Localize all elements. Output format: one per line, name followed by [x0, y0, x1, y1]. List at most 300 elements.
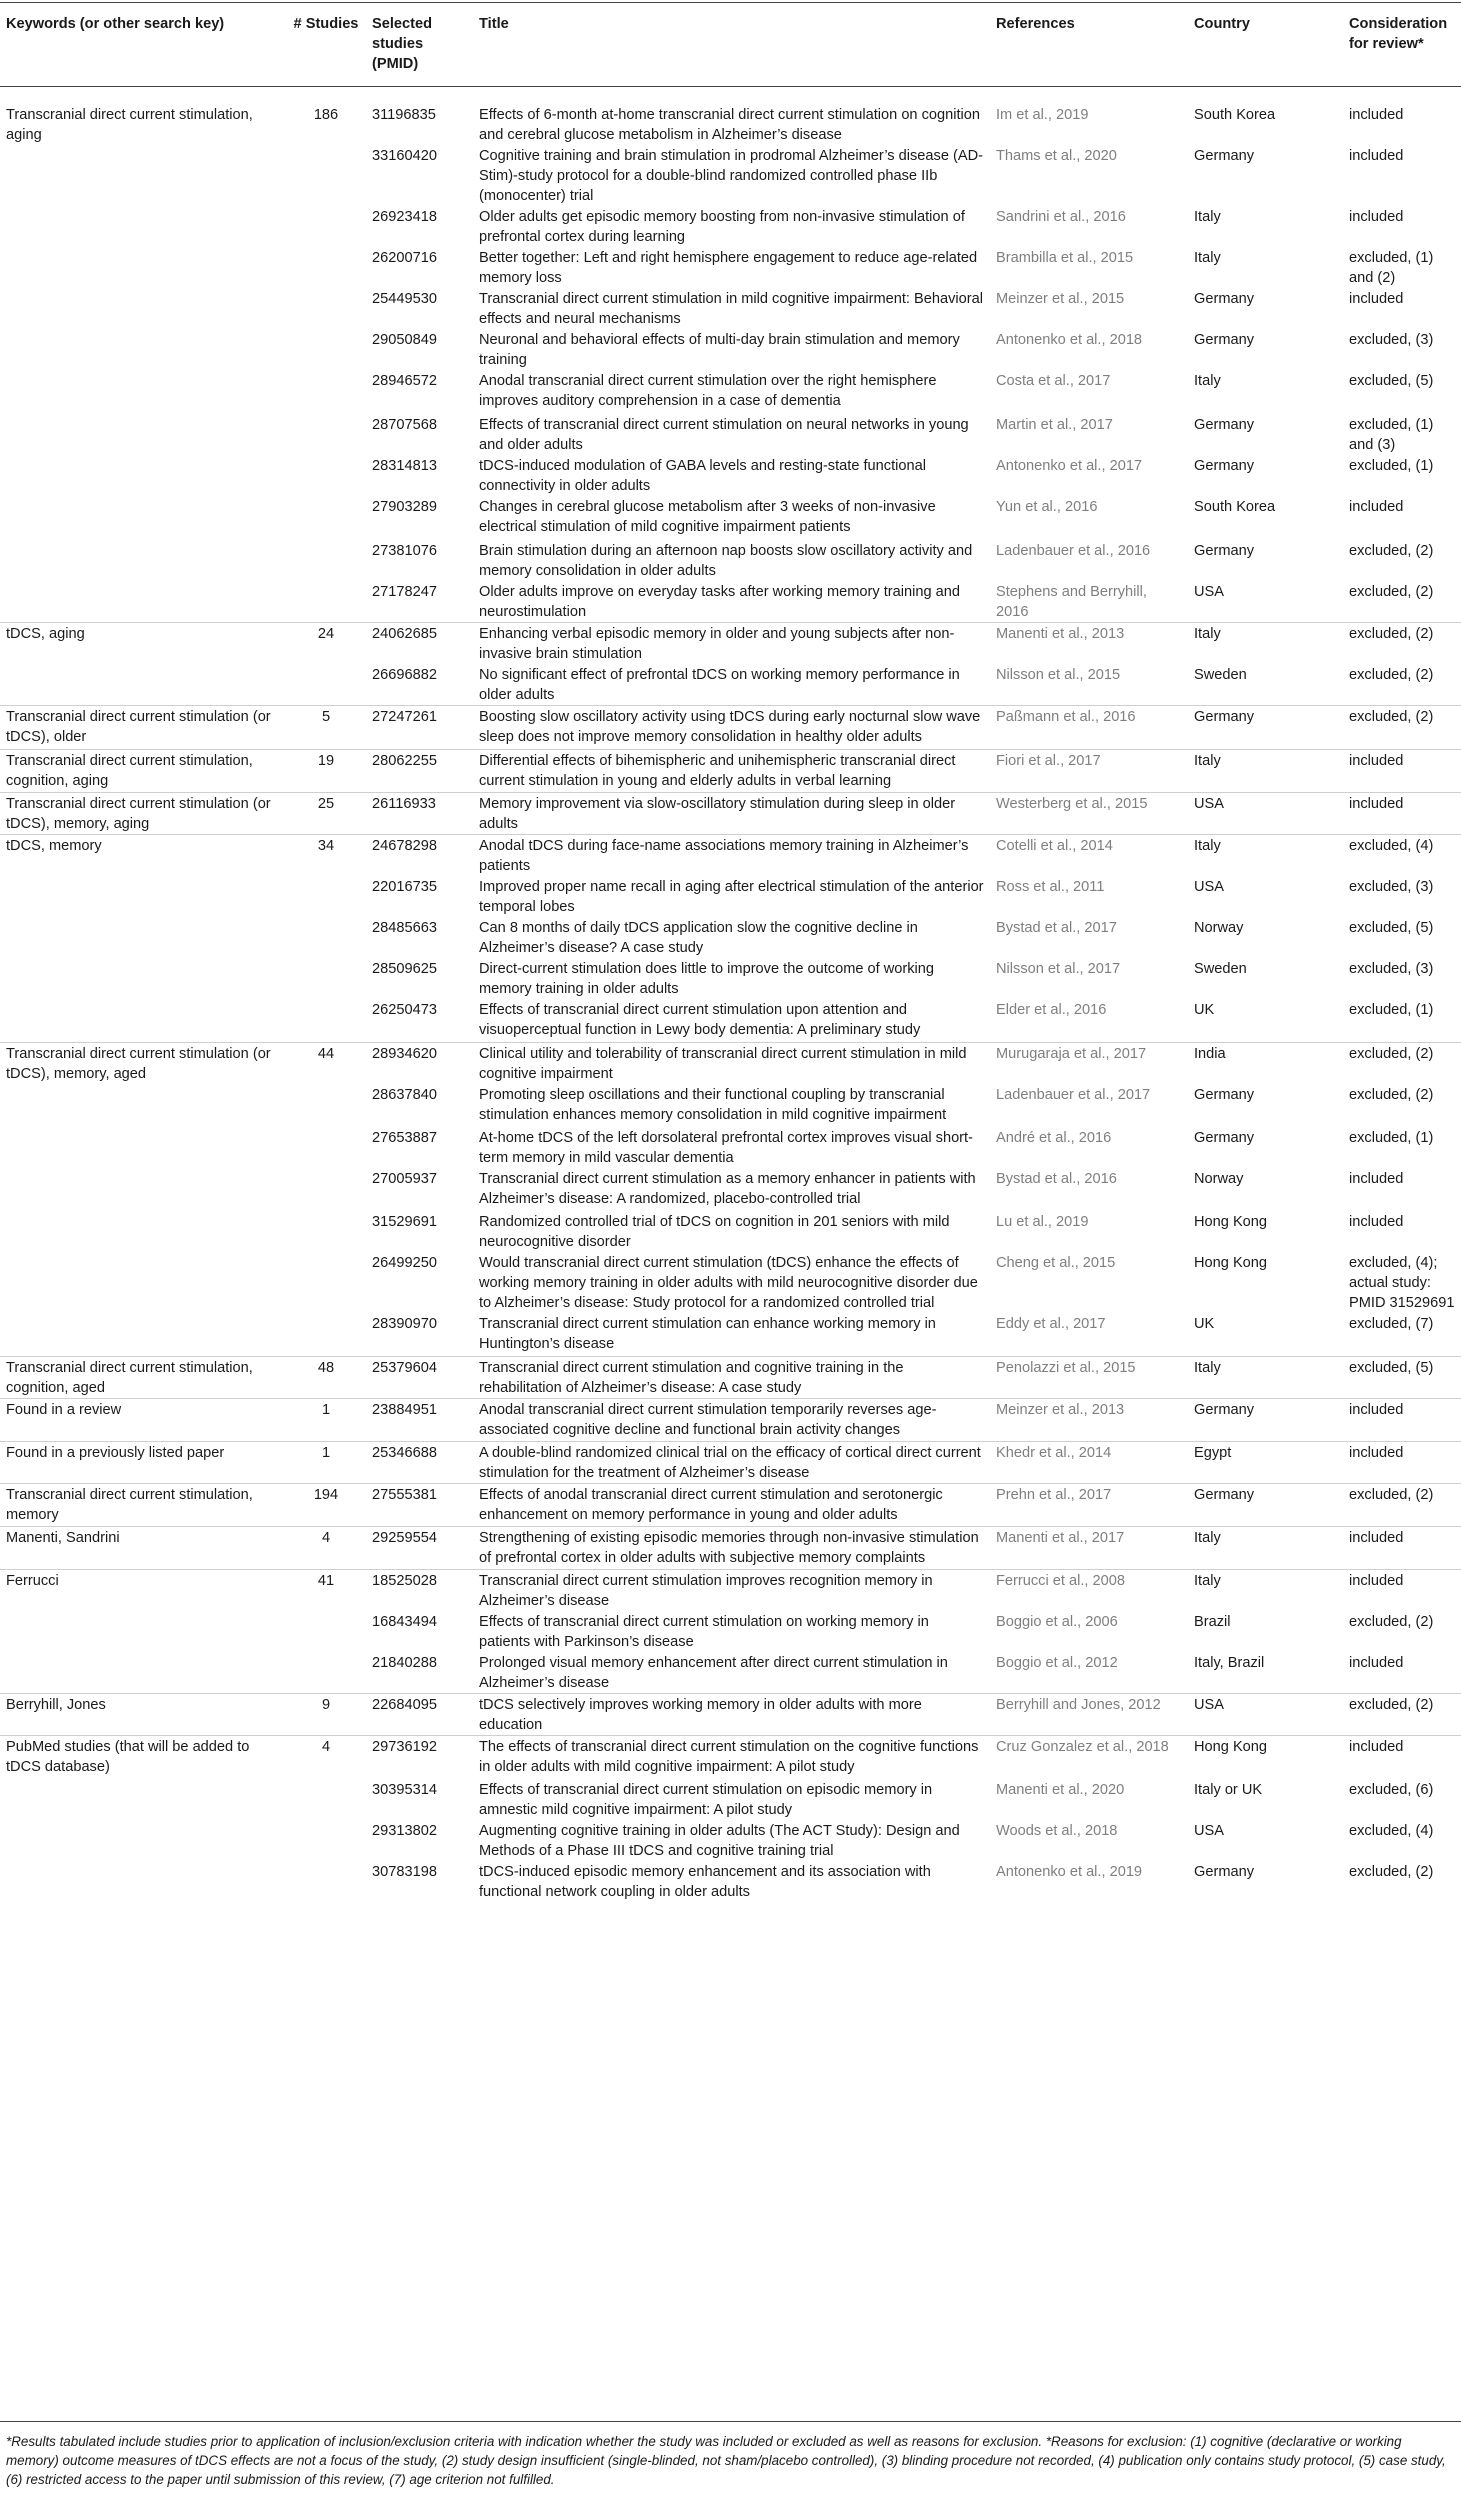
country-cell: Germany — [1188, 1484, 1343, 1527]
reference-cell: Costa et al., 2017 — [996, 373, 1111, 389]
num-studies-cell — [286, 1861, 366, 1902]
pmid-cell: 27653887 — [372, 1129, 437, 1146]
keyword-cell — [0, 1252, 286, 1313]
keyword-cell: Found in a review — [0, 1399, 286, 1442]
reference-cell: Khedr et al., 2014 — [990, 1442, 1188, 1484]
consideration-cell: excluded, (4); actual study: PMID 31529691 — [1349, 1254, 1455, 1311]
pmid-cell: 31196835 — [372, 107, 436, 123]
table-row — [0, 1570, 1461, 1612]
title-cell: Direct-current stimulation does little to improve the outcome of working memory training in older adults — [479, 961, 935, 997]
keyword-cell: tDCS, aging — [0, 623, 286, 665]
consideration-cell: excluded, (1) — [1349, 458, 1434, 474]
keyword-cell — [0, 1861, 286, 1902]
keyword-cell — [0, 581, 286, 623]
table-row — [0, 247, 1461, 288]
title-cell: Effects of transcranial direct current stimulation on episodic memory in amnestic mild cognitive impairment: A pilot study — [479, 1781, 933, 1818]
table-row — [0, 329, 1461, 370]
consideration-cell: included — [1349, 1213, 1404, 1230]
title-cell: Strengthening of existing episodic memories through non-invasive stimulation of prefrontal cortex in older adults with subjective memory complaints — [473, 1527, 990, 1570]
country-cell: Germany — [1188, 1399, 1343, 1442]
num-studies-cell: 19 — [286, 750, 366, 793]
reference-cell: Ladenbauer et al., 2017 — [996, 1086, 1151, 1103]
country-cell: Italy — [1188, 1527, 1343, 1570]
title-cell: Effects of anodal transcranial direct current stimulation and serotonergic enhancement on memory performance in young and older adults — [473, 1484, 990, 1527]
pmid-cell: 27247261 — [366, 706, 473, 750]
num-studies-cell — [286, 206, 366, 247]
num-studies-cell — [286, 414, 366, 455]
reference-cell: Nilsson et al., 2015 — [996, 667, 1121, 683]
title-cell: Improved proper name recall in aging after electrical stimulation of the anterior temporal lobes — [479, 879, 984, 915]
consideration-cell: excluded, (3) — [1349, 332, 1434, 348]
consideration-cell: excluded, (3) — [1349, 879, 1434, 895]
pmid-cell: 29313802 — [372, 1822, 437, 1839]
header-keywords: Keywords (or other search key) — [0, 3, 286, 87]
country-cell: Italy — [1194, 373, 1221, 389]
num-studies-cell — [286, 876, 366, 917]
country-cell: USA — [1194, 879, 1225, 895]
country-cell: Hong Kong — [1188, 1736, 1343, 1779]
keyword-cell — [0, 1779, 286, 1820]
reference-cell: Antonenko et al., 2017 — [996, 458, 1143, 474]
title-cell: Anodal tDCS during face-name associations memory training in Alzheimer’s patients — [473, 835, 990, 877]
reference-cell: Boggio et al., 2006 — [996, 1614, 1118, 1630]
table-row — [0, 1399, 1461, 1442]
num-studies-cell — [286, 496, 366, 540]
pmid-cell: 27381076 — [372, 543, 437, 559]
reference-cell: Nilsson et al., 2017 — [996, 961, 1121, 977]
title-cell: Prolonged visual memory enhancement after direct current stimulation in Alzheimer’s disease — [479, 1655, 948, 1691]
pmid-cell: 18525028 — [366, 1570, 473, 1612]
reference-cell: Woods et al., 2018 — [996, 1822, 1118, 1839]
keyword-cell — [0, 876, 286, 917]
table-footnote: *Results tabulated include studies prior to application of inclusion/exclusion criteria with indication whether the study was included or excluded as well as reasons for exclusion. *Reasons for exclusion: (1) cognitive (declarative or working memory) outcome measures of tDCS effects are not a focus of the study, (2) study design insufficient (single-blinded, not sham/placebo controlled), (3) blinding procedure not recorded, (4) publication only contains study protocol, (5) case study, (6) restricted access to the paper until submission of this review, (7) age criterion not fulfilled. — [0, 2421, 1461, 2489]
country-cell: Italy — [1188, 750, 1343, 793]
consideration-cell: included — [1343, 1442, 1461, 1484]
title-cell: Differential effects of bihemispheric and unihemispheric transcranial direct current stimulation in young and elderly adults in verbal learning — [473, 750, 990, 793]
keyword-cell — [0, 1084, 286, 1127]
consideration-cell: excluded, (2) — [1343, 1042, 1461, 1084]
table-row — [0, 1252, 1461, 1313]
num-studies-cell: 4 — [286, 1527, 366, 1570]
header-references: References — [990, 3, 1188, 87]
num-studies-cell — [286, 917, 366, 958]
pmid-cell: 26250473 — [372, 1002, 437, 1018]
country-cell: Italy — [1188, 623, 1343, 665]
reference-cell: Yun et al., 2016 — [996, 499, 1098, 515]
reference-cell: Elder et al., 2016 — [996, 1002, 1107, 1018]
consideration-cell: included — [1343, 793, 1461, 835]
title-cell: Better together: Left and right hemisphere engagement to reduce age-related memory loss — [479, 250, 978, 286]
reference-cell: Lu et al., 2019 — [996, 1213, 1089, 1230]
pmid-cell: 25346688 — [366, 1442, 473, 1484]
table-row — [0, 1042, 1461, 1084]
table-header-row — [0, 3, 1461, 87]
title-cell: tDCS-induced modulation of GABA levels and resting-state functional connectivity in older adults — [479, 458, 926, 494]
reference-cell: Stephens and Berryhill, 2016 — [996, 584, 1147, 620]
consideration-cell: included — [1349, 209, 1404, 225]
keyword-cell — [0, 540, 286, 581]
consideration-cell: excluded, (5) — [1343, 1357, 1461, 1399]
reference-cell: Brambilla et al., 2015 — [996, 250, 1134, 266]
keyword-cell — [0, 664, 286, 706]
keyword-cell: Transcranial direct current stimulation (or tDCS), memory, aged — [0, 1042, 286, 1084]
header-title: Title — [473, 3, 990, 87]
pmid-cell: 27005937 — [372, 1170, 437, 1187]
table-row — [0, 999, 1461, 1042]
country-cell: Germany — [1194, 543, 1255, 559]
keyword-cell: Manenti, Sandrini — [0, 1527, 286, 1570]
keyword-cell — [0, 329, 286, 370]
reference-cell: Sandrini et al., 2016 — [996, 209, 1126, 225]
consideration-cell: excluded, (1) and (2) — [1349, 250, 1434, 286]
reference-cell: Berryhill and Jones, 2012 — [990, 1694, 1188, 1736]
pmid-cell: 28934620 — [366, 1042, 473, 1084]
keyword-cell — [0, 247, 286, 288]
title-cell: The effects of transcranial direct current stimulation on the cognitive functions in older adults with mild cognitive impairment: A pilot study — [473, 1736, 990, 1779]
consideration-cell: included — [1343, 1399, 1461, 1442]
num-studies-cell: 24 — [286, 623, 366, 665]
country-cell: Norway — [1194, 1170, 1244, 1187]
pmid-cell: 28946572 — [372, 373, 437, 389]
keyword-cell — [0, 370, 286, 414]
keyword-cell — [0, 206, 286, 247]
keyword-cell: Transcranial direct current stimulation, aging — [6, 107, 253, 143]
title-cell: Cognitive training and brain stimulation in prodromal Alzheimer’s disease (AD-Stim)-study protocol for a double-blind randomized controlled phase IIb (monocenter) trial — [479, 148, 983, 204]
table-row — [0, 1484, 1461, 1527]
pmid-cell: 29736192 — [366, 1736, 473, 1779]
keyword-cell: Transcranial direct current stimulation, memory — [0, 1484, 286, 1527]
table-row — [0, 706, 1461, 750]
title-cell: A double-blind randomized clinical trial on the efficacy of cortical direct current stimulation for the treatment of Alzheimer’s disease — [473, 1442, 990, 1484]
num-studies-cell: 25 — [286, 793, 366, 835]
table-row — [0, 958, 1461, 999]
table-row — [0, 1084, 1461, 1127]
consideration-cell: excluded, (2) — [1343, 1694, 1461, 1736]
country-cell: India — [1188, 1042, 1343, 1084]
keyword-cell — [0, 496, 286, 540]
num-studies-cell — [286, 1127, 366, 1168]
table-row — [0, 664, 1461, 706]
keyword-cell — [0, 1211, 286, 1252]
reference-cell: Manenti et al., 2013 — [990, 623, 1188, 665]
consideration-cell: excluded, (5) — [1349, 920, 1434, 936]
title-cell: Effects of 6-month at-home transcranial direct current stimulation on cognition and cerebral glucose metabolism in Alzheimer’s disease — [479, 107, 981, 143]
consideration-cell: included — [1343, 1736, 1461, 1779]
country-cell: Germany — [1194, 148, 1255, 164]
country-cell: Germany — [1194, 417, 1255, 433]
num-studies-cell — [286, 1652, 366, 1694]
header-country: Country — [1188, 3, 1343, 87]
pmid-cell: 29050849 — [372, 332, 437, 348]
consideration-cell: excluded, (2) — [1349, 584, 1434, 600]
country-cell: Italy — [1188, 1570, 1343, 1612]
reference-cell: Im et al., 2019 — [996, 107, 1089, 123]
header-num-studies: # Studies — [286, 3, 366, 87]
pmid-cell: 24678298 — [366, 835, 473, 877]
num-studies-cell: 44 — [286, 1042, 366, 1084]
pmid-cell: 26923418 — [372, 209, 437, 225]
reference-cell: Boggio et al., 2012 — [996, 1655, 1118, 1671]
consideration-cell: included — [1349, 291, 1404, 307]
keyword-cell — [0, 145, 286, 206]
table-row — [0, 370, 1461, 414]
studies-table — [0, 2, 1461, 1902]
consideration-cell: included — [1343, 750, 1461, 793]
num-studies-cell — [286, 329, 366, 370]
reference-cell: Manenti et al., 2017 — [990, 1527, 1188, 1570]
pmid-cell: 28314813 — [372, 458, 437, 474]
title-cell: Changes in cerebral glucose metabolism after 3 weeks of non-invasive electrical stimulation of mild cognitive impairment patients — [479, 499, 936, 535]
header-pmid: Selected studies (PMID) — [366, 3, 473, 87]
pmid-cell: 28637840 — [372, 1086, 437, 1103]
title-cell: Neuronal and behavioral effects of multi-day brain stimulation and memory training — [479, 332, 960, 368]
consideration-cell: included — [1343, 1570, 1461, 1612]
keyword-cell — [0, 1127, 286, 1168]
table-row — [0, 793, 1461, 835]
consideration-cell: excluded, (2) — [1349, 1863, 1434, 1880]
consideration-cell: included — [1349, 499, 1404, 515]
reference-cell: Penolazzi et al., 2015 — [990, 1357, 1188, 1399]
country-cell: Germany — [1194, 291, 1255, 307]
country-cell: Germany — [1194, 1863, 1255, 1880]
title-cell: Promoting sleep oscillations and their functional coupling by transcranial stimulation enhances memory consolidation in mild cognitive impairment — [479, 1086, 947, 1123]
pmid-cell: 21840288 — [372, 1655, 437, 1671]
header-consideration: Consideration for review* — [1343, 3, 1461, 87]
pmid-cell: 30783198 — [372, 1863, 437, 1880]
title-cell: Older adults get episodic memory boosting from non-invasive stimulation of prefrontal cortex during learning — [479, 209, 965, 245]
consideration-cell: included — [1349, 1170, 1404, 1187]
reference-cell: André et al., 2016 — [996, 1129, 1112, 1146]
num-studies-cell — [286, 455, 366, 496]
consideration-cell: excluded, (1) and (3) — [1349, 417, 1434, 453]
country-cell: UK — [1194, 1002, 1215, 1018]
keyword-cell: Transcranial direct current stimulation, cognition, aging — [0, 750, 286, 793]
num-studies-cell — [286, 540, 366, 581]
pmid-cell: 26116933 — [366, 793, 473, 835]
country-cell: Germany — [1188, 706, 1343, 750]
country-cell: Italy, Brazil — [1194, 1655, 1265, 1671]
num-studies-cell — [286, 1252, 366, 1313]
consideration-cell: excluded, (6) — [1349, 1781, 1434, 1798]
pmid-cell: 28485663 — [372, 920, 437, 936]
num-studies-cell — [286, 1168, 366, 1211]
title-cell: Boosting slow oscillatory activity using tDCS during early nocturnal slow wave sleep does not improve memory consolidation in healthy older adults — [473, 706, 990, 750]
title-cell: Transcranial direct current stimulation improves recognition memory in Alzheimer’s disease — [473, 1570, 990, 1612]
table-row — [0, 1694, 1461, 1736]
country-cell: Brazil — [1194, 1614, 1231, 1630]
reference-cell: Manenti et al., 2020 — [996, 1781, 1125, 1798]
title-cell: Randomized controlled trial of tDCS on cognition in 201 seniors with mild neurocognitive disorder — [479, 1213, 950, 1250]
country-cell: Hong Kong — [1194, 1213, 1268, 1230]
keyword-cell: Transcranial direct current stimulation (or tDCS), older — [0, 706, 286, 750]
consideration-cell: included — [1349, 1655, 1404, 1671]
keyword-cell: Transcranial direct current stimulation (or tDCS), memory, aging — [0, 793, 286, 835]
title-cell: Transcranial direct current stimulation can enhance working memory in Huntington’s disease — [479, 1315, 936, 1352]
country-cell: Norway — [1194, 920, 1244, 936]
num-studies-cell: 4 — [286, 1736, 366, 1779]
consideration-cell: excluded, (1) — [1349, 1002, 1434, 1018]
pmid-cell: 28707568 — [372, 417, 437, 433]
title-cell: Anodal transcranial direct current stimulation over the right hemisphere improves auditory comprehension in a case of dementia — [479, 373, 937, 409]
reference-cell: Cheng et al., 2015 — [996, 1254, 1116, 1271]
consideration-cell: included — [1343, 1527, 1461, 1570]
keyword-cell — [0, 288, 286, 329]
reference-cell: Antonenko et al., 2019 — [996, 1863, 1143, 1880]
num-studies-cell — [286, 958, 366, 999]
reference-cell: Paßmann et al., 2016 — [990, 706, 1188, 750]
table-row — [0, 917, 1461, 958]
num-studies-cell — [286, 1820, 366, 1861]
num-studies-cell: 34 — [286, 835, 366, 877]
country-cell: USA — [1188, 793, 1343, 835]
pmid-cell: 26200716 — [372, 250, 437, 266]
pmid-cell: 27903289 — [372, 499, 437, 515]
num-studies-cell — [286, 247, 366, 288]
num-studies-cell — [286, 664, 366, 706]
country-cell: USA — [1194, 584, 1225, 600]
country-cell: Germany — [1194, 1129, 1255, 1146]
table-row — [0, 540, 1461, 581]
keyword-cell — [0, 999, 286, 1042]
country-cell: Egypt — [1188, 1442, 1343, 1484]
num-studies-cell: 41 — [286, 1570, 366, 1612]
pmid-cell: 26696882 — [372, 667, 437, 683]
table-row — [0, 1611, 1461, 1652]
consideration-cell: included — [1349, 148, 1404, 164]
pmid-cell: 28509625 — [372, 961, 437, 977]
table-row — [0, 1357, 1461, 1399]
country-cell: USA — [1194, 1822, 1225, 1839]
keyword-cell — [0, 1313, 286, 1357]
pmid-cell: 31529691 — [372, 1213, 437, 1230]
pmid-cell: 29259554 — [366, 1527, 473, 1570]
reference-cell: Meinzer et al., 2015 — [996, 291, 1125, 307]
pmid-cell: 16843494 — [372, 1614, 437, 1630]
reference-cell: Ross et al., 2011 — [996, 879, 1105, 895]
keyword-cell: Found in a previously listed paper — [0, 1442, 286, 1484]
pmid-cell: 33160420 — [372, 148, 437, 164]
num-studies-cell: 186 — [313, 107, 339, 123]
country-cell: Italy or UK — [1194, 1781, 1263, 1798]
num-studies-cell — [286, 999, 366, 1042]
title-cell: Can 8 months of daily tDCS application slow the cognitive decline in Alzheimer’s disease? A case study — [479, 920, 918, 956]
table-row — [0, 581, 1461, 623]
consideration-cell: excluded, (4) — [1349, 1822, 1434, 1839]
keyword-cell — [0, 1652, 286, 1694]
num-studies-cell — [286, 1779, 366, 1820]
table-row — [0, 1652, 1461, 1694]
table-row — [0, 414, 1461, 455]
table-row — [0, 288, 1461, 329]
table-row — [0, 876, 1461, 917]
country-cell: Italy — [1188, 1357, 1343, 1399]
reference-cell: Murugaraja et al., 2017 — [990, 1042, 1188, 1084]
consideration-cell: excluded, (2) — [1349, 667, 1434, 683]
reference-cell: Antonenko et al., 2018 — [996, 332, 1143, 348]
country-cell: Sweden — [1194, 961, 1247, 977]
title-cell: Clinical utility and tolerability of transcranial direct current stimulation in mild cognitive impairment — [473, 1042, 990, 1084]
reference-cell: Meinzer et al., 2013 — [990, 1399, 1188, 1442]
pmid-cell: 26499250 — [372, 1254, 437, 1271]
num-studies-cell — [286, 145, 366, 206]
consideration-cell: excluded, (2) — [1349, 1614, 1434, 1630]
pmid-cell: 30395314 — [372, 1781, 437, 1798]
table-row — [0, 1211, 1461, 1252]
pmid-cell: 22684095 — [366, 1694, 473, 1736]
num-studies-cell — [286, 581, 366, 623]
country-cell: USA — [1188, 1694, 1343, 1736]
title-cell: Enhancing verbal episodic memory in older and young subjects after non-invasive brain stimulation — [473, 623, 990, 665]
title-cell: Augmenting cognitive training in older adults (The ACT Study): Design and Methods of a Phase III tDCS and cognitive training trial — [479, 1822, 960, 1859]
reference-cell: Fiori et al., 2017 — [990, 750, 1188, 793]
title-cell: Transcranial direct current stimulation as a memory enhancer in patients with Alzheimer’s disease: A randomized, placebo-controlled trial — [479, 1170, 976, 1207]
pmid-cell: 28390970 — [372, 1315, 437, 1332]
table-row — [0, 1168, 1461, 1211]
keyword-cell — [0, 1611, 286, 1652]
title-cell: No significant effect of prefrontal tDCS on working memory performance in older adults — [479, 667, 960, 703]
consideration-cell: excluded, (5) — [1349, 373, 1434, 389]
keyword-cell — [0, 455, 286, 496]
pmid-cell: 25379604 — [366, 1357, 473, 1399]
pmid-cell: 24062685 — [366, 623, 473, 665]
consideration-cell: excluded, (4) — [1343, 835, 1461, 877]
pmid-cell: 28062255 — [366, 750, 473, 793]
num-studies-cell — [286, 1611, 366, 1652]
title-cell: Memory improvement via slow-oscillatory stimulation during sleep in older adults — [473, 793, 990, 835]
num-studies-cell — [286, 370, 366, 414]
consideration-cell: included — [1349, 107, 1404, 123]
title-cell: Effects of transcranial direct current stimulation upon attention and visuoperceptual function in Lewy body dementia: A preliminary study — [479, 1002, 921, 1038]
country-cell: UK — [1194, 1315, 1215, 1332]
consideration-cell: excluded, (3) — [1349, 961, 1434, 977]
reference-cell: Thams et al., 2020 — [996, 148, 1117, 164]
keyword-cell — [0, 917, 286, 958]
title-cell: Transcranial direct current stimulation in mild cognitive impairment: Behavioral effects and neural mechanisms — [479, 291, 983, 327]
country-cell: Sweden — [1194, 667, 1247, 683]
title-cell: Effects of transcranial direct current stimulation on working memory in patients with Parkinson’s disease — [479, 1614, 929, 1650]
country-cell: Italy — [1194, 209, 1221, 225]
keyword-cell — [0, 414, 286, 455]
pmid-cell: 25449530 — [372, 291, 437, 307]
reference-cell: Martin et al., 2017 — [996, 417, 1113, 433]
table-body — [0, 87, 1461, 1902]
title-cell: Older adults improve on everyday tasks after working memory training and neurostimulation — [479, 584, 960, 620]
keyword-cell — [0, 1168, 286, 1211]
title-cell: tDCS-induced episodic memory enhancement and its association with functional network coupling in older adults — [479, 1863, 931, 1900]
reference-cell: Bystad et al., 2017 — [996, 920, 1117, 936]
num-studies-cell: 5 — [286, 706, 366, 750]
country-cell: Germany — [1194, 458, 1255, 474]
num-studies-cell: 1 — [286, 1399, 366, 1442]
pmid-cell: 22016735 — [372, 879, 437, 895]
num-studies-cell: 48 — [286, 1357, 366, 1399]
table-row — [0, 145, 1461, 206]
table-row — [0, 1736, 1461, 1779]
table-row — [0, 623, 1461, 665]
table-row — [0, 206, 1461, 247]
country-cell: South Korea — [1194, 107, 1276, 123]
num-studies-cell — [286, 288, 366, 329]
title-cell: Brain stimulation during an afternoon nap boosts slow oscillatory activity and memory consolidation in older adults — [479, 543, 973, 579]
title-cell: At-home tDCS of the left dorsolateral prefrontal cortex improves visual short-term memory in mild vascular dementia — [479, 1129, 973, 1166]
table-row — [0, 1127, 1461, 1168]
keyword-cell: Transcranial direct current stimulation, cognition, aged — [0, 1357, 286, 1399]
table-row — [0, 87, 1461, 146]
pmid-cell: 27555381 — [366, 1484, 473, 1527]
num-studies-cell — [286, 1084, 366, 1127]
num-studies-cell: 9 — [286, 1694, 366, 1736]
table-row — [0, 835, 1461, 877]
